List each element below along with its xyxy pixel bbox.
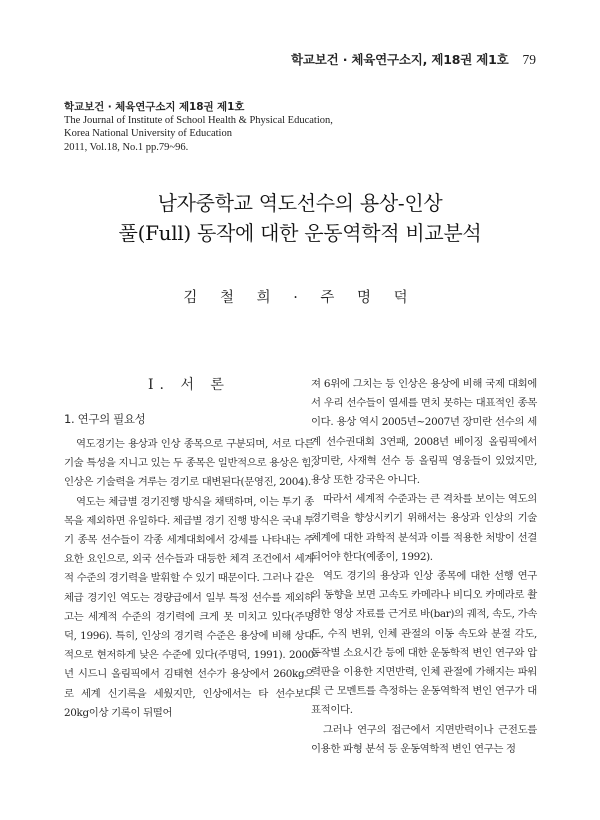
paragraph: 역도 경기의 용상과 인상 종목에 대한 선행 연구의 동향을 보면 고속도 카메라나 비디오 카메라로 촬영한 영상 자료를 근거로 바(bar)의 궤적, 속도, 가속도, 수직 변위, 인체 관절의 이동 속도와 분절 각도, 동작별 소요시간 등에 대한 운동학적 변인 연구와 압력판을 이용한 지면반력, 인체 관절에 가해지는 파워 및 근 모멘트를 측정하는 운동역학적 변인 연구가 대표적이다. [311, 570, 537, 717]
journal-citation: 2011, Vol.18, No.1 pp.79~96. [64, 141, 189, 153]
article-title-line-2: 풀(Full) 동작에 대한 운동역학적 비교분석 [118, 221, 482, 245]
right-column [311, 375, 537, 759]
running-head [291, 50, 536, 68]
paragraph: 역도는 체급별 경기진행 방식을 채택하며, 이는 투기 종목을 제외하면 유일하다. 체급별 경기 진행 방식은 국내 투기 종목 선수들이 각종 세계대회에서 강세를 나타내는 주요한 요인으로, 외국 선수들과 대등한 체격 조건에서 세계적 수준의 경기력을 발휘할 수 있기 때문이다. 그러나 같은 체급 경기인 역도는 경량급에서 일부 특정 선수를 제외하고는 세계적 수준의 경기력에 크게 못 미치고 있다(주명덕, 1996). 특히, 인상의 경기력 수준은 용상에 비해 상대적으로 현저하게 낮은 수준에 있다(주명덕, 1991). 2000년 시드니 올림픽에서 김태현 선수가 용상에서 260kg으로 세계 신기록을 세웠지만, 인상에서는 타 선수보다 20kg이상 기록이 뒤떨어 [64, 495, 314, 719]
journal-korean-name: 학교보건 · 체육연구소지 제18권 제1호 [64, 101, 245, 113]
paragraph: 역도경기는 용상과 인상 종목으로 구분되며, 서로 다른 기술 특성을 지니고 있는 두 종목은 일반적으로 용상은 힘, 인상은 기술력을 겨루는 경기로 대변된다(문영진, 2004). [64, 438, 314, 489]
authors: 김 철 희 · 주 명 덕 [183, 290, 417, 306]
article-title [0, 188, 600, 248]
page-number: 79 [522, 52, 536, 67]
subsection-heading: 1. 연구의 필요성 [64, 412, 146, 426]
running-head-title: 학교보건 · 체육연구소지, 제18권 제1호 [291, 52, 509, 67]
left-column [64, 375, 314, 723]
journal-info [64, 101, 333, 154]
journal-publisher: Korea National University of Education [64, 128, 232, 140]
paragraph: 따라서 세계적 수준과는 큰 격차를 보이는 역도의 경기력을 향상시키기 위해서는 용상과 인상의 기술체계에 대한 과학적 분석과 이를 적용한 처방이 선결되어야 한다(예종이, 1992). [311, 493, 537, 563]
paragraph: 져 6위에 그치는 등 인상은 용상에 비해 국제 대회에서 우리 선수들이 열세를 면치 못하는 대표적인 종목이다. 용상 역시 2005년~2007년 장미란 선수의 세계 선수권대회 3연패, 2008년 베이징 올림픽에서 장미란, 사재혁 선수 등 올림픽 영웅들이 있었지만, 용상 또한 강국은 아니다. [311, 378, 537, 487]
article-title-line-1: 남자중학교 역도선수의 용상-인상 [157, 191, 443, 215]
journal-english-name: The Journal of Institute of School Health & Physical Education, [64, 115, 333, 127]
section-heading: Ⅰ. 서 론 [148, 377, 230, 393]
paragraph: 그러나 연구의 접근에서 지면반력이나 근전도를 이용한 파형 분석 등 운동역학적 변인 연구는 정 [311, 723, 537, 755]
